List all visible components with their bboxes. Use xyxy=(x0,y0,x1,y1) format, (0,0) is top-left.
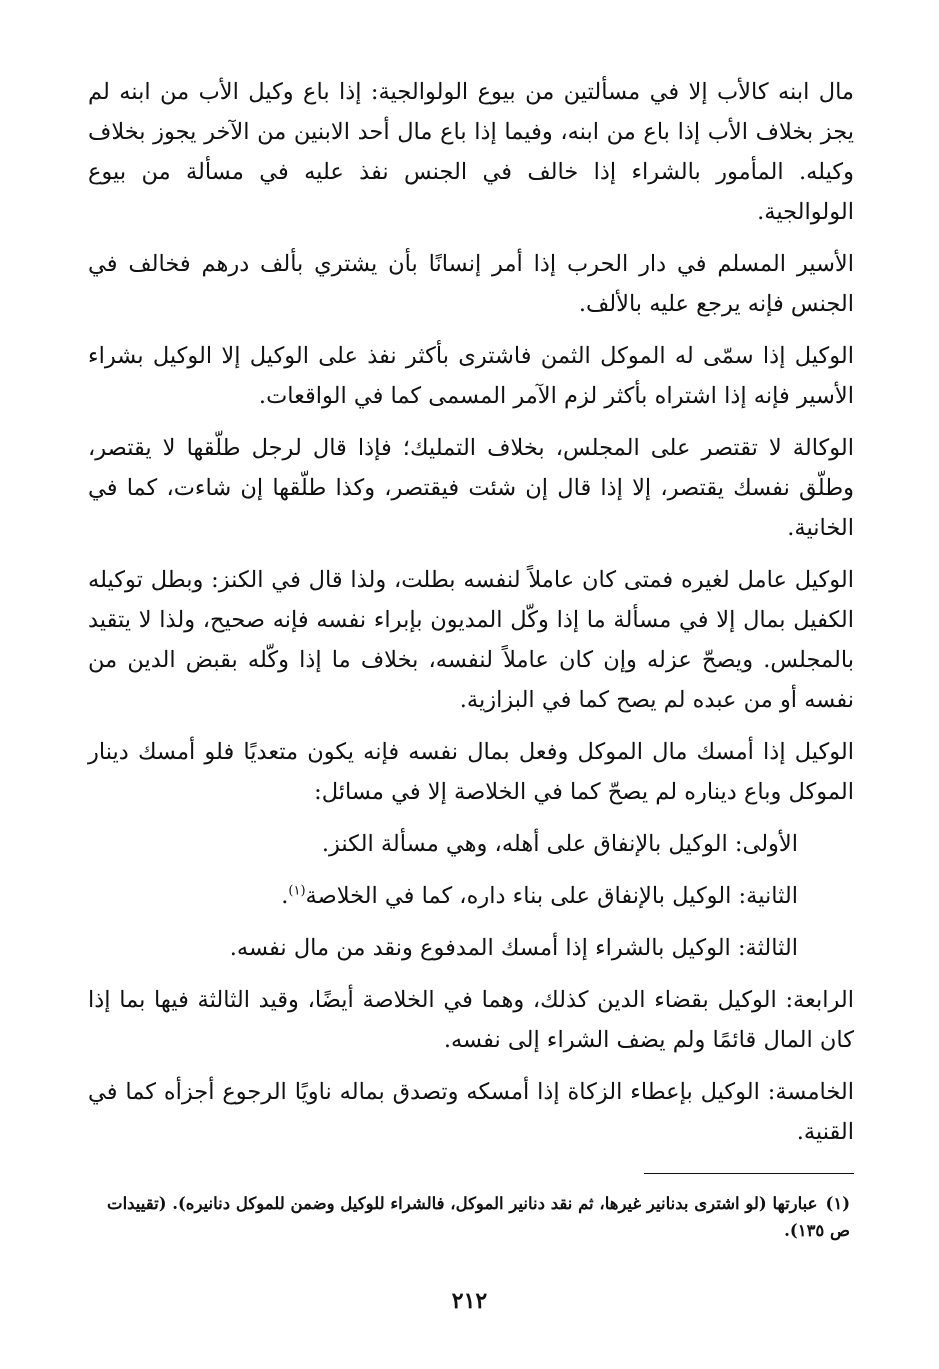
footnote-number: (١) xyxy=(825,1194,850,1213)
paragraph-3: الوكيل إذا سمّى له الموكل الثمن فاشترى بأكثر نفذ على الوكيل إلا الوكيل بشراء الأسير فإنه إذا اشتراه بأكثر لزم الآمر المسمى كما في الواقعات. xyxy=(88,343,854,409)
footnote-divider xyxy=(644,1173,854,1174)
paragraph-4: الوكالة لا تقتصر على المجلس، بخلاف التمليك؛ فإذا قال لرجل طلّقها لا يقتصر، وطلّق نفسك يقتصر، إلا إذا قال إن شئت فيقتصر، وكذا طلّقها إن شاءت، كما في الخانية. xyxy=(88,435,854,541)
item-fifth: الخامسة: الوكيل بإعطاء الزكاة إذا أمسكه وتصدق بماله ناويًا الرجوع أجزأه كما في القنية. xyxy=(88,1079,854,1145)
page-number: ٢١٢ xyxy=(451,1288,488,1314)
page-body xyxy=(88,72,854,1164)
paragraph-2: الأسير المسلم في دار الحرب إذا أمر إنسانًا بأن يشتري بألف درهم فخالف في الجنس فإنه يرجع عليه بالألف. xyxy=(88,251,854,317)
item-third: الثالثة: الوكيل بالشراء إذا أمسك المدفوع ونقد من مال نفسه. xyxy=(229,935,798,961)
paragraph-5: الوكيل عامل لغيره فمتى كان عاملاً لنفسه بطلت، ولذا قال في الكنز: وبطل توكيله الكفيل بمال إلا في مسألة ما إذا وكّل المديون بإبراء نفسه فإنه صحيح، ولذا لا يتقيد بالمجلس. ويصحّ عزله وإن كان عاملاً لنفسه، بخلاف ما إذا وكّله بقبض الدين من نفسه أو من عبده لم يصح كما في البزازية. xyxy=(88,567,854,713)
item-fourth: الرابعة: الوكيل بقضاء الدين كذلك، وهما في الخلاصة أيضًا، وقيد الثالثة فيها بما إذا كان المال قائمًا ولم يضف الشراء إلى نفسه. xyxy=(88,987,854,1053)
footnote-reference: (١) xyxy=(288,883,306,899)
paragraph-6: الوكيل إذا أمسك مال الموكل وفعل بمال نفسه فإنه يكون متعديًا فلو أمسك دينار الموكل وباع ديناره لم يصحّ كما في الخلاصة إلا في مسائل: xyxy=(88,739,854,805)
paragraph-1: مال ابنه كالأب إلا في مسألتين من بيوع الولوالجية: إذا باع وكيل الأب من ابنه لم يجز بخلاف الأب إذا باع من ابنه، وفيما إذا باع مال أحد الابنين من الآخر يجوز بخلاف وكيله. المأمور بالشراء إذا خالف في الجنس نفذ عليه في مسألة من بيوع الولوالجية. xyxy=(88,79,854,225)
footnote-text: عبارتها (لو اشترى بدنانير غيرها، ثم نقد دنانير الموكل، فالشراء للوكيل وضمن للموكل دنانيره). (تقييدات ص ١٣٥). xyxy=(107,1194,850,1240)
item-second-end: . xyxy=(281,883,289,909)
item-second xyxy=(88,876,854,916)
item-second-text: الثانية: الوكيل بالإنفاق على بناء داره، كما في الخلاصة xyxy=(305,883,798,909)
footnote xyxy=(88,1190,850,1244)
item-first: الأولى: الوكيل بالإنفاق على أهله، وهي مسألة الكنز. xyxy=(321,831,798,857)
